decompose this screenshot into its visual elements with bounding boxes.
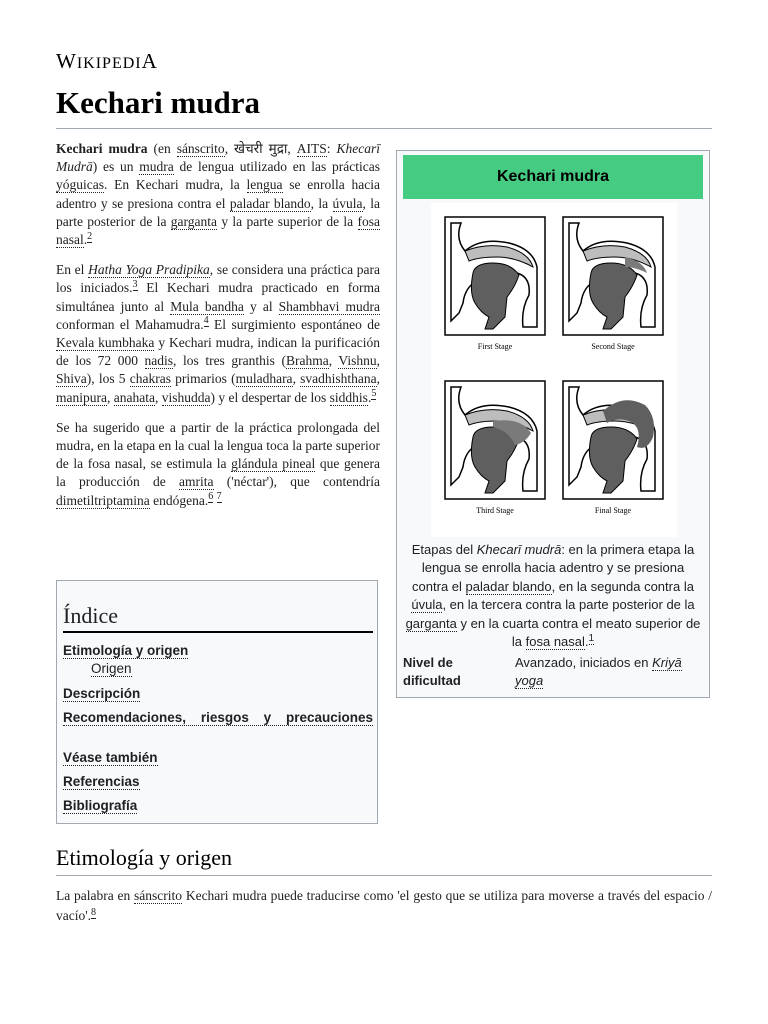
section-paragraph: La palabra en sánscrito Kechari mudra puede traducirse como 'el gesto que se utiliza para moverse a través del espacio / vacío'.$^8$ — [56, 888, 713, 923]
infobox-caption: Etapas del Khecarī mudrā: en la primera etapa la lengua se enrolla hacia adentro y se presiona contra el paladar blando, en la segunda contra la úvula, en la tercera contra la parte posterior de la garganta y en la cuarta contra el meato superior de la fosa nasal.$^1$ — [405, 542, 701, 650]
row-value: Avanzado, iniciados en Kriyā yoga — [515, 655, 682, 688]
link-siddhis[interactable]: siddhis — [329, 389, 368, 405]
ref-2[interactable]: 2 — [87, 230, 93, 242]
wikipedia-wordmark[interactable]: WIKIPEDIA — [56, 49, 158, 73]
caption-link-uvula[interactable]: úvula — [411, 597, 443, 613]
link-chakras[interactable]: chakras — [129, 371, 171, 387]
link-aits[interactable]: AITS — [296, 141, 327, 156]
stage-label-1: First Stage — [477, 342, 513, 351]
caption-link-garganta[interactable]: garganta — [405, 615, 457, 631]
toc-title: Índice — [63, 603, 373, 633]
final-stage-image — [563, 381, 663, 499]
link-hatha-yoga-pradipika[interactable]: Hatha Yoga Pradipika — [88, 262, 210, 278]
link-svadhishthana[interactable]: svadhishthana — [300, 371, 377, 387]
link-paladar-blando[interactable]: paladar blando — [229, 195, 311, 211]
stage-label-2: Second Stage — [591, 342, 635, 351]
ref-7[interactable]: 7 — [216, 491, 222, 503]
link-uvula[interactable]: úvula — [332, 195, 363, 211]
first-stage-image — [445, 217, 545, 335]
ref-4[interactable]: 4 — [203, 315, 209, 327]
toc-item-etimologia[interactable]: Etimología y origen — [63, 643, 189, 658]
paragraph-2: En el Hatha Yoga Pradipika, se considera una práctica para los iniciados.$^3$ El Kechari mudra practicado en forma simultánea junto al Mula bandha y al Shambhavi mudra conforman el Mahamudra.$^4$ El surgimiento espontáneo de Kevala kumbhaka y Kechari mudra, indican la purificación de los 72 000 nadis, los tres granthis (Brahma, Vishnu, Shiva), los 5 chakras primarios (muladhara, svadhishthana, manipura, anahata, vishudda) y el despertar de los siddhis.$^5$ — [56, 262, 381, 405]
link-manipura[interactable]: manipura — [56, 389, 107, 405]
ref-3[interactable]: 3 — [132, 278, 138, 290]
second-stage-image — [563, 217, 663, 335]
link-yoguicas[interactable]: yóguicas — [56, 177, 104, 193]
third-stage-image — [445, 381, 545, 499]
link-lengua[interactable]: lengua — [246, 177, 283, 193]
toc-item-bibliografia[interactable]: Bibliografía — [63, 798, 138, 813]
link-shambhavi-mudra[interactable]: Shambhavi mudra — [278, 298, 381, 314]
table-of-contents — [56, 580, 378, 824]
section-heading-etimologia: Etimología y origen — [56, 845, 712, 876]
link-mudra[interactable]: mudra — [139, 159, 174, 175]
infobox-image[interactable] — [431, 203, 677, 537]
link-kevala-kumbhaka[interactable]: Kevala kumbhaka — [56, 335, 155, 351]
caption-ref-1[interactable]: 1 — [588, 632, 595, 644]
link-glandula-pineal[interactable]: glándula pineal — [231, 456, 316, 472]
ref-8[interactable]: 8 — [91, 906, 97, 918]
link-kriya-yoga[interactable]: Kriyā yoga — [515, 655, 682, 688]
stage-label-3: Third Stage — [476, 506, 514, 515]
link-fosa-nasal[interactable]: fosa nasal — [56, 213, 380, 248]
link-shiva[interactable]: Shiva — [56, 371, 87, 387]
link-brahma[interactable]: Brahma — [285, 353, 329, 369]
link-dimetiltriptamina[interactable]: dimetiltriptamina — [56, 492, 150, 508]
link-mula-bandha[interactable]: Mula bandha — [170, 298, 244, 314]
ref-6[interactable]: 6 — [208, 491, 214, 503]
toc-item-descripcion[interactable]: Descripción — [63, 686, 141, 701]
infobox-title: Kechari mudra — [403, 155, 703, 199]
toc-item-referencias[interactable]: Referencias — [63, 774, 140, 789]
caption-link-fosa-nasal[interactable]: fosa nasal — [525, 634, 585, 650]
stages-illustration — [431, 203, 677, 537]
link-anahata[interactable]: anahata — [113, 389, 155, 405]
link-vishnu[interactable]: Vishnu — [338, 353, 377, 369]
section-link-sanscrito[interactable]: sánscrito — [134, 888, 183, 903]
paragraph-1: Kechari mudra (en sánscrito, खेचरी मुद्रा, AITS: Khecarī Mudrā) es un mudra de lengua utilizado en las prácticas yóguicas. En Kechari mudra, la lengua se enrolla hacia adentro y se presiona contra el paladar blando, la úvula, la parte posterior de la garganta y la parte superior de la fosa nasal.$^2$ — [56, 141, 381, 248]
article-intro — [56, 140, 380, 522]
page-title: Kechari mudra — [56, 84, 712, 129]
link-muladhara[interactable]: muladhara — [235, 371, 293, 387]
link-sanscrito[interactable]: sánscrito — [176, 141, 225, 156]
toc-item-recomendaciones[interactable]: Recomendaciones, riesgos y precauciones — [63, 710, 373, 725]
link-garganta[interactable]: garganta — [170, 213, 217, 229]
paragraph-3: Se ha sugerido que a partir de la práctica prolongada del mudra, en la etapa en la cual la lengua toca la parte superior de la fosa nasal, se estimula la glándula pineal que genera la producción de amrita ('néctar'), que contendría dimetiltriptamina endógena.$^6$ $^7$ — [56, 419, 380, 508]
link-nadis[interactable]: nadis — [144, 353, 174, 369]
row-label: Nivel de dificultad — [403, 655, 461, 688]
toc-item-vease-tambien[interactable]: Véase también — [63, 750, 158, 765]
link-vishudda[interactable]: vishudda — [161, 389, 211, 405]
infobox — [396, 150, 710, 698]
ref-5[interactable]: 5 — [371, 388, 377, 400]
stage-label-4: Final Stage — [594, 506, 632, 515]
link-amrita[interactable]: amrita — [179, 474, 214, 490]
caption-link-paladar-blando[interactable]: paladar blando — [465, 578, 552, 594]
toc-item-origen[interactable]: Origen — [91, 661, 132, 676]
